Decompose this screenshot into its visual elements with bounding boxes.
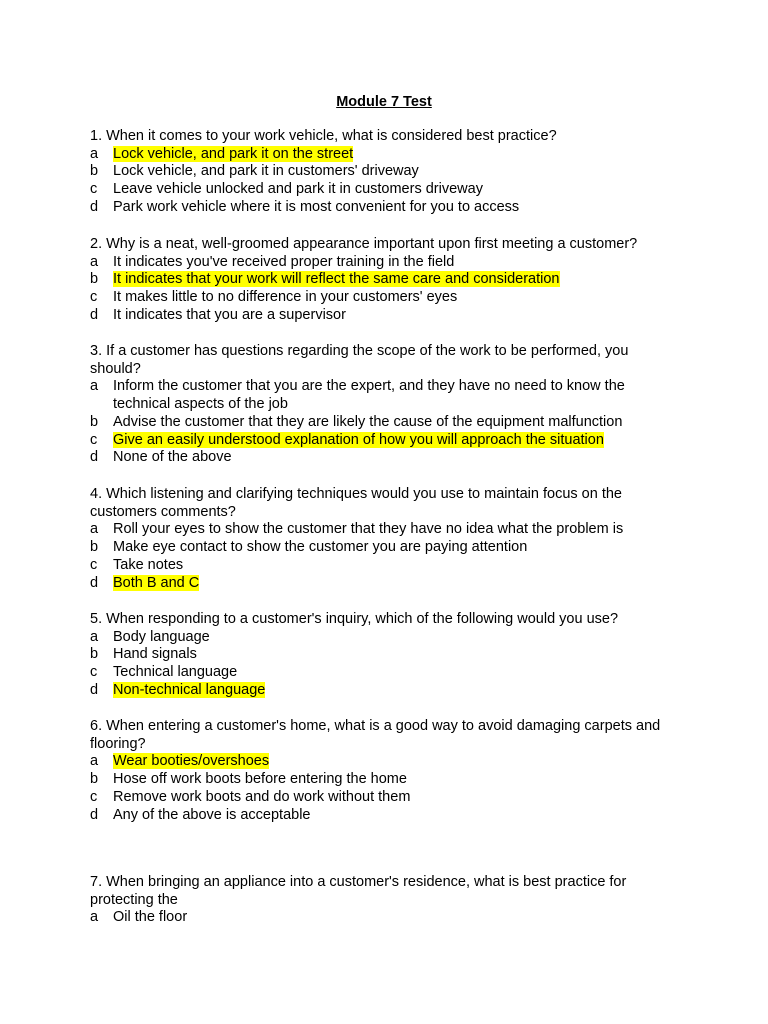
option-letter: a — [90, 253, 99, 270]
option-text-highlighted: Wear booties/overshoes — [113, 753, 270, 770]
answer-option — [90, 199, 670, 217]
answer-option — [90, 163, 670, 181]
answer-option — [90, 664, 670, 682]
question-3 — [90, 343, 670, 467]
option-letter: d — [90, 306, 99, 323]
option-text: Technical language — [113, 664, 238, 681]
question-text: 1. When it comes to your work vehicle, what is considered best practice? — [90, 128, 557, 144]
option-text: Any of the above is acceptable — [113, 806, 311, 823]
question-6 — [90, 718, 670, 824]
option-text-highlighted: Lock vehicle, and park it on the street — [113, 145, 354, 162]
option-text: Advise the customer that they are likely the cause of the equipment malfunction — [113, 413, 623, 430]
option-letter: b — [90, 771, 99, 788]
answer-option — [90, 181, 670, 199]
option-text: Remove work boots and do work without them — [113, 788, 411, 805]
answer-option — [90, 909, 670, 927]
option-text: It indicates that you are a supervisor — [113, 306, 346, 323]
answer-option — [90, 575, 670, 593]
answer-option — [90, 254, 670, 272]
option-text: None of the above — [113, 449, 232, 466]
option-text-highlighted: Give an easily understood explanation of how you will approach the situation — [113, 431, 604, 448]
option-text: Inform the customer that you are the expert, and they have no need to know the technical aspects of the job — [113, 378, 625, 413]
answer-option — [90, 307, 670, 325]
option-text: Roll your eyes to show the customer that they have no idea what the problem is — [113, 521, 624, 538]
option-letter: a — [90, 753, 99, 770]
answer-option — [90, 807, 670, 825]
question-text: 6. When entering a customer's home, what is a good way to avoid damaging carpets and flooring? — [90, 718, 661, 752]
option-text: Park work vehicle where it is most convenient for you to access — [113, 198, 520, 215]
option-letter: b — [90, 413, 99, 430]
option-letter: b — [90, 271, 99, 288]
option-text-highlighted: Both B and C — [113, 574, 200, 591]
answer-option — [90, 753, 670, 771]
option-letter: c — [90, 664, 98, 681]
option-text: Body language — [113, 628, 210, 645]
answer-option — [90, 146, 670, 164]
option-letter: d — [90, 449, 99, 466]
answer-option — [90, 646, 670, 664]
option-letter: b — [90, 539, 99, 556]
option-letter: a — [90, 145, 99, 162]
answer-option — [90, 629, 670, 647]
option-text: Oil the floor — [113, 909, 188, 926]
answer-option — [90, 449, 670, 467]
option-letter: c — [90, 289, 98, 306]
option-text-highlighted: Non-technical language — [113, 681, 266, 698]
answer-option — [90, 289, 670, 307]
option-text-highlighted: It indicates that your work will reflect the same care and consideration — [113, 271, 560, 288]
option-text: Leave vehicle unlocked and park it in customers driveway — [113, 181, 483, 198]
option-letter: c — [90, 788, 98, 805]
page-title: Module 7 Test — [336, 94, 432, 110]
option-letter: c — [90, 181, 98, 198]
answer-option — [90, 557, 670, 575]
question-text: 7. When bringing an appliance into a customer's residence, what is best practice for protecting the — [90, 874, 627, 908]
option-letter: a — [90, 521, 99, 538]
answer-option — [90, 414, 670, 432]
question-1 — [90, 128, 670, 217]
option-letter: a — [90, 378, 99, 395]
option-letter: d — [90, 806, 99, 823]
option-letter: b — [90, 163, 99, 180]
option-letter: d — [90, 198, 99, 215]
question-2 — [90, 236, 670, 325]
answer-option — [90, 432, 670, 450]
answer-option — [90, 539, 670, 557]
question-text: 4. Which listening and clarifying techniques would you use to maintain focus on the customers comments? — [90, 486, 622, 520]
answer-option — [90, 789, 670, 807]
option-text: It makes little to no difference in your customers' eyes — [113, 289, 458, 306]
option-letter: a — [90, 628, 99, 645]
option-letter: c — [90, 556, 98, 573]
option-text: It indicates you've received proper training in the field — [113, 253, 455, 270]
option-text: Hose off work boots before entering the home — [113, 771, 407, 788]
option-letter: d — [90, 574, 99, 591]
answer-option — [90, 378, 670, 413]
question-text: 2. Why is a neat, well-groomed appearance important upon first meeting a customer? — [90, 236, 638, 252]
option-text: Take notes — [113, 556, 184, 573]
answer-option — [90, 521, 670, 539]
option-text: Hand signals — [113, 646, 197, 663]
question-5 — [90, 611, 670, 700]
option-text: Make eye contact to show the customer you are paying attention — [113, 539, 528, 556]
question-text: 3. If a customer has questions regarding the scope of the work to be performed, you should? — [90, 343, 629, 377]
option-text: Lock vehicle, and park it in customers' driveway — [113, 163, 419, 180]
option-letter: c — [90, 431, 98, 448]
option-letter: a — [90, 909, 99, 926]
answer-option — [90, 682, 670, 700]
option-letter: b — [90, 646, 99, 663]
option-letter: d — [90, 681, 99, 698]
question-4 — [90, 486, 670, 592]
question-7 — [90, 874, 670, 927]
answer-option — [90, 771, 670, 789]
answer-option — [90, 271, 670, 289]
question-text: 5. When responding to a customer's inquiry, which of the following would you use? — [90, 611, 619, 627]
